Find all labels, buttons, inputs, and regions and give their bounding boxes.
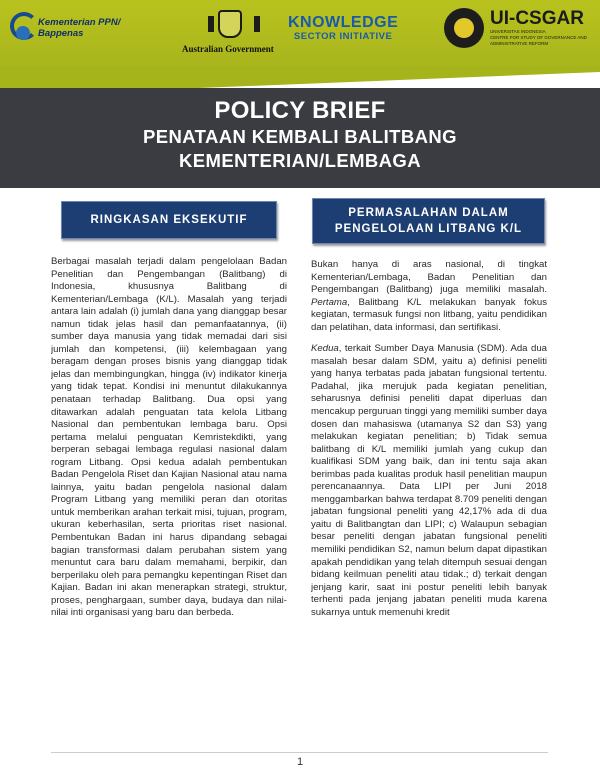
ui-csgar-title: UI-CSGAR <box>490 8 584 29</box>
bappenas-logo-text: Kementerian PPN/ Bappenas <box>38 17 121 39</box>
australian-government-text: Australian Government <box>182 44 274 54</box>
problems-heading <box>312 198 545 244</box>
p1-text-b: , Balitbang K/L melakukan banyak fokus kegiatan, termasuk fungsi non litbang, yaitu pendidikan dan pelatihan, data informasi, dan sertifikasi. <box>311 296 547 333</box>
coat-of-arms-icon <box>206 6 250 42</box>
policy-brief-label: POLICY BRIEF <box>214 97 386 124</box>
problems-paragraph-2 <box>311 343 547 619</box>
executive-summary-column <box>51 256 287 620</box>
ui-csgar-subtitle-2: CENTRE FOR STUDY OF GOVERNANCE AND ADMINISTRATIVE REFORM <box>490 35 587 46</box>
title-line-2: KEMENTERIAN/LEMBAGA <box>179 150 421 171</box>
footer-rule <box>51 752 548 753</box>
australian-government-logo <box>182 6 274 54</box>
ui-csgar-logo <box>444 8 590 48</box>
ui-seal-icon <box>444 8 484 48</box>
ui-csgar-subtitle-1: UNIVERSITAS INDONESIA <box>490 29 546 34</box>
problems-heading-line2: PENGELOLAAN LITBANG K/L <box>334 223 523 235</box>
p1-text-a: Bukan hanya di aras nasional, di tingkat Kementerian/Lembaga, Badan Penelitian dan Pengembangan (Balitbang) juga memiliki masalah. <box>311 259 547 296</box>
bappenas-logo <box>8 10 150 46</box>
page-number: 1 <box>296 756 304 768</box>
executive-summary-heading-text: RINGKASAN EKSEKUTIF <box>90 214 248 226</box>
ksi-logo-line1: KNOWLEDGE <box>288 14 399 31</box>
problems-heading-line1: PERMASALAHAN DALAM <box>348 207 509 219</box>
problems-column <box>311 259 547 619</box>
executive-summary-paragraph: Berbagai masalah terjadi dalam pengelolaan Badan Penelitian dan Pengembangan (Balitbang) di Indonesia, khususnya Balitbang di Kementerian/Lembaga (K/L). Masalah yang terjadi antara lain adalah (i) jumlah dana yang dianggap besar namun tidak jelas hasil dan pemanfaatannya, (ii) sumber daya manusia yang tidak memadai dari sisi jumlah dan kompetensi, (iii) kelembagaan yang beragam dengan proses bisnis yang dianggap tidak jelas dan membingungkan, hingga (iv) indikator kinerja yang tidak tepat. Kondisi ini menuntut dilakukannya penataan terhadap Balitbang. Dua opsi yang ditawarkan adalah penguatan tata kelola Litbang Nasional dan pembentukan lembaga baru. Opsi pertama melalui penguatan Kemristekdikti, yang berperan sebagai lembaga regulasi nasional dalam rogram Litbang. Opsi kedua adalah pembentukan Badan Pengelola Riset dan Kajian Nasional atau nama lainnya, yaitu badan pengelola nasional dalam Program Litbang yang memiliki peran dan otoritas untuk memberikan arahan terkait misi, tujuan, program, ukuran keberhasilan, serta prioritas riset nasional. Pembentukan Badan ini harus dipandang sebagai bagian transformasi dalam perubahan sistem yang menuntut cara baru dalam memahami, berpikir, dan berperilaku oleh para pemangku kepentingan Riset dan Kajian. Badan ini akan menerapkan strategi, struktur, proses, penghargaan, sumber daya, budaya dan nilai-nilai inti organisasi yang baru dan berbeda. <box>51 256 287 619</box>
executive-summary-heading <box>61 201 277 239</box>
bappenas-mark-icon <box>8 10 34 46</box>
p1-emphasis: Pertama <box>311 296 348 308</box>
title-line-1: PENATAAN KEMBALI BALITBANG <box>143 126 457 147</box>
ksi-logo-line2: SECTOR INITIATIVE <box>293 31 393 42</box>
problems-paragraph-1 <box>311 259 547 334</box>
knowledge-sector-initiative-logo <box>288 14 398 42</box>
p2-text-b: , terkait Sumber Daya Manusia (SDM). Ada dua masalah besar dalam SDM, yaitu a) definisi peneliti yang hanya terbatas pada jabatan fungsional tertentu. Padahal, jika merujuk pada kegiatan penelitian, seharusnya definisi peneliti dapat diperluas dan mencakup perguruan tinggi yang memiliki sumber daya dosen dan mahasiswa (utamanya S2 dan S3) yang melakukan kegiatan penelitian; b) Tidak semua balitbang di K/L memiliki jumlah yang cukup dan kualifikasi SDM yang baik, dan ini tentu saja akan berimbas pada kualitas produk hasil penelitian maupun perencanaannya. Data LIPI per Juni 2018 menggambarkan bahwa terdapat 8.709 peneliti dengan jabatan fungsional peneliti yang 42,17% ada di dua yaitu di Balitbangtan dan LIPI; c) Walaupun sebagian besar peneliti dengan jabatan fungsional peneliti memiliki pendidikan S2, namun belum dapat dipastikan apakah pendidikan yang telah ditempuh sesuai dengan bidang keilmuan peneliti atau tidak.; d) terkait dengan jenjang karir, saat ini postur peneliti lebih banyak terhenti pada jenjang jabatan peneliti muda karena sukarnya untuk memenuhi kredit <box>311 343 547 618</box>
title-band <box>0 88 600 188</box>
p2-emphasis: Kedua <box>311 343 339 355</box>
